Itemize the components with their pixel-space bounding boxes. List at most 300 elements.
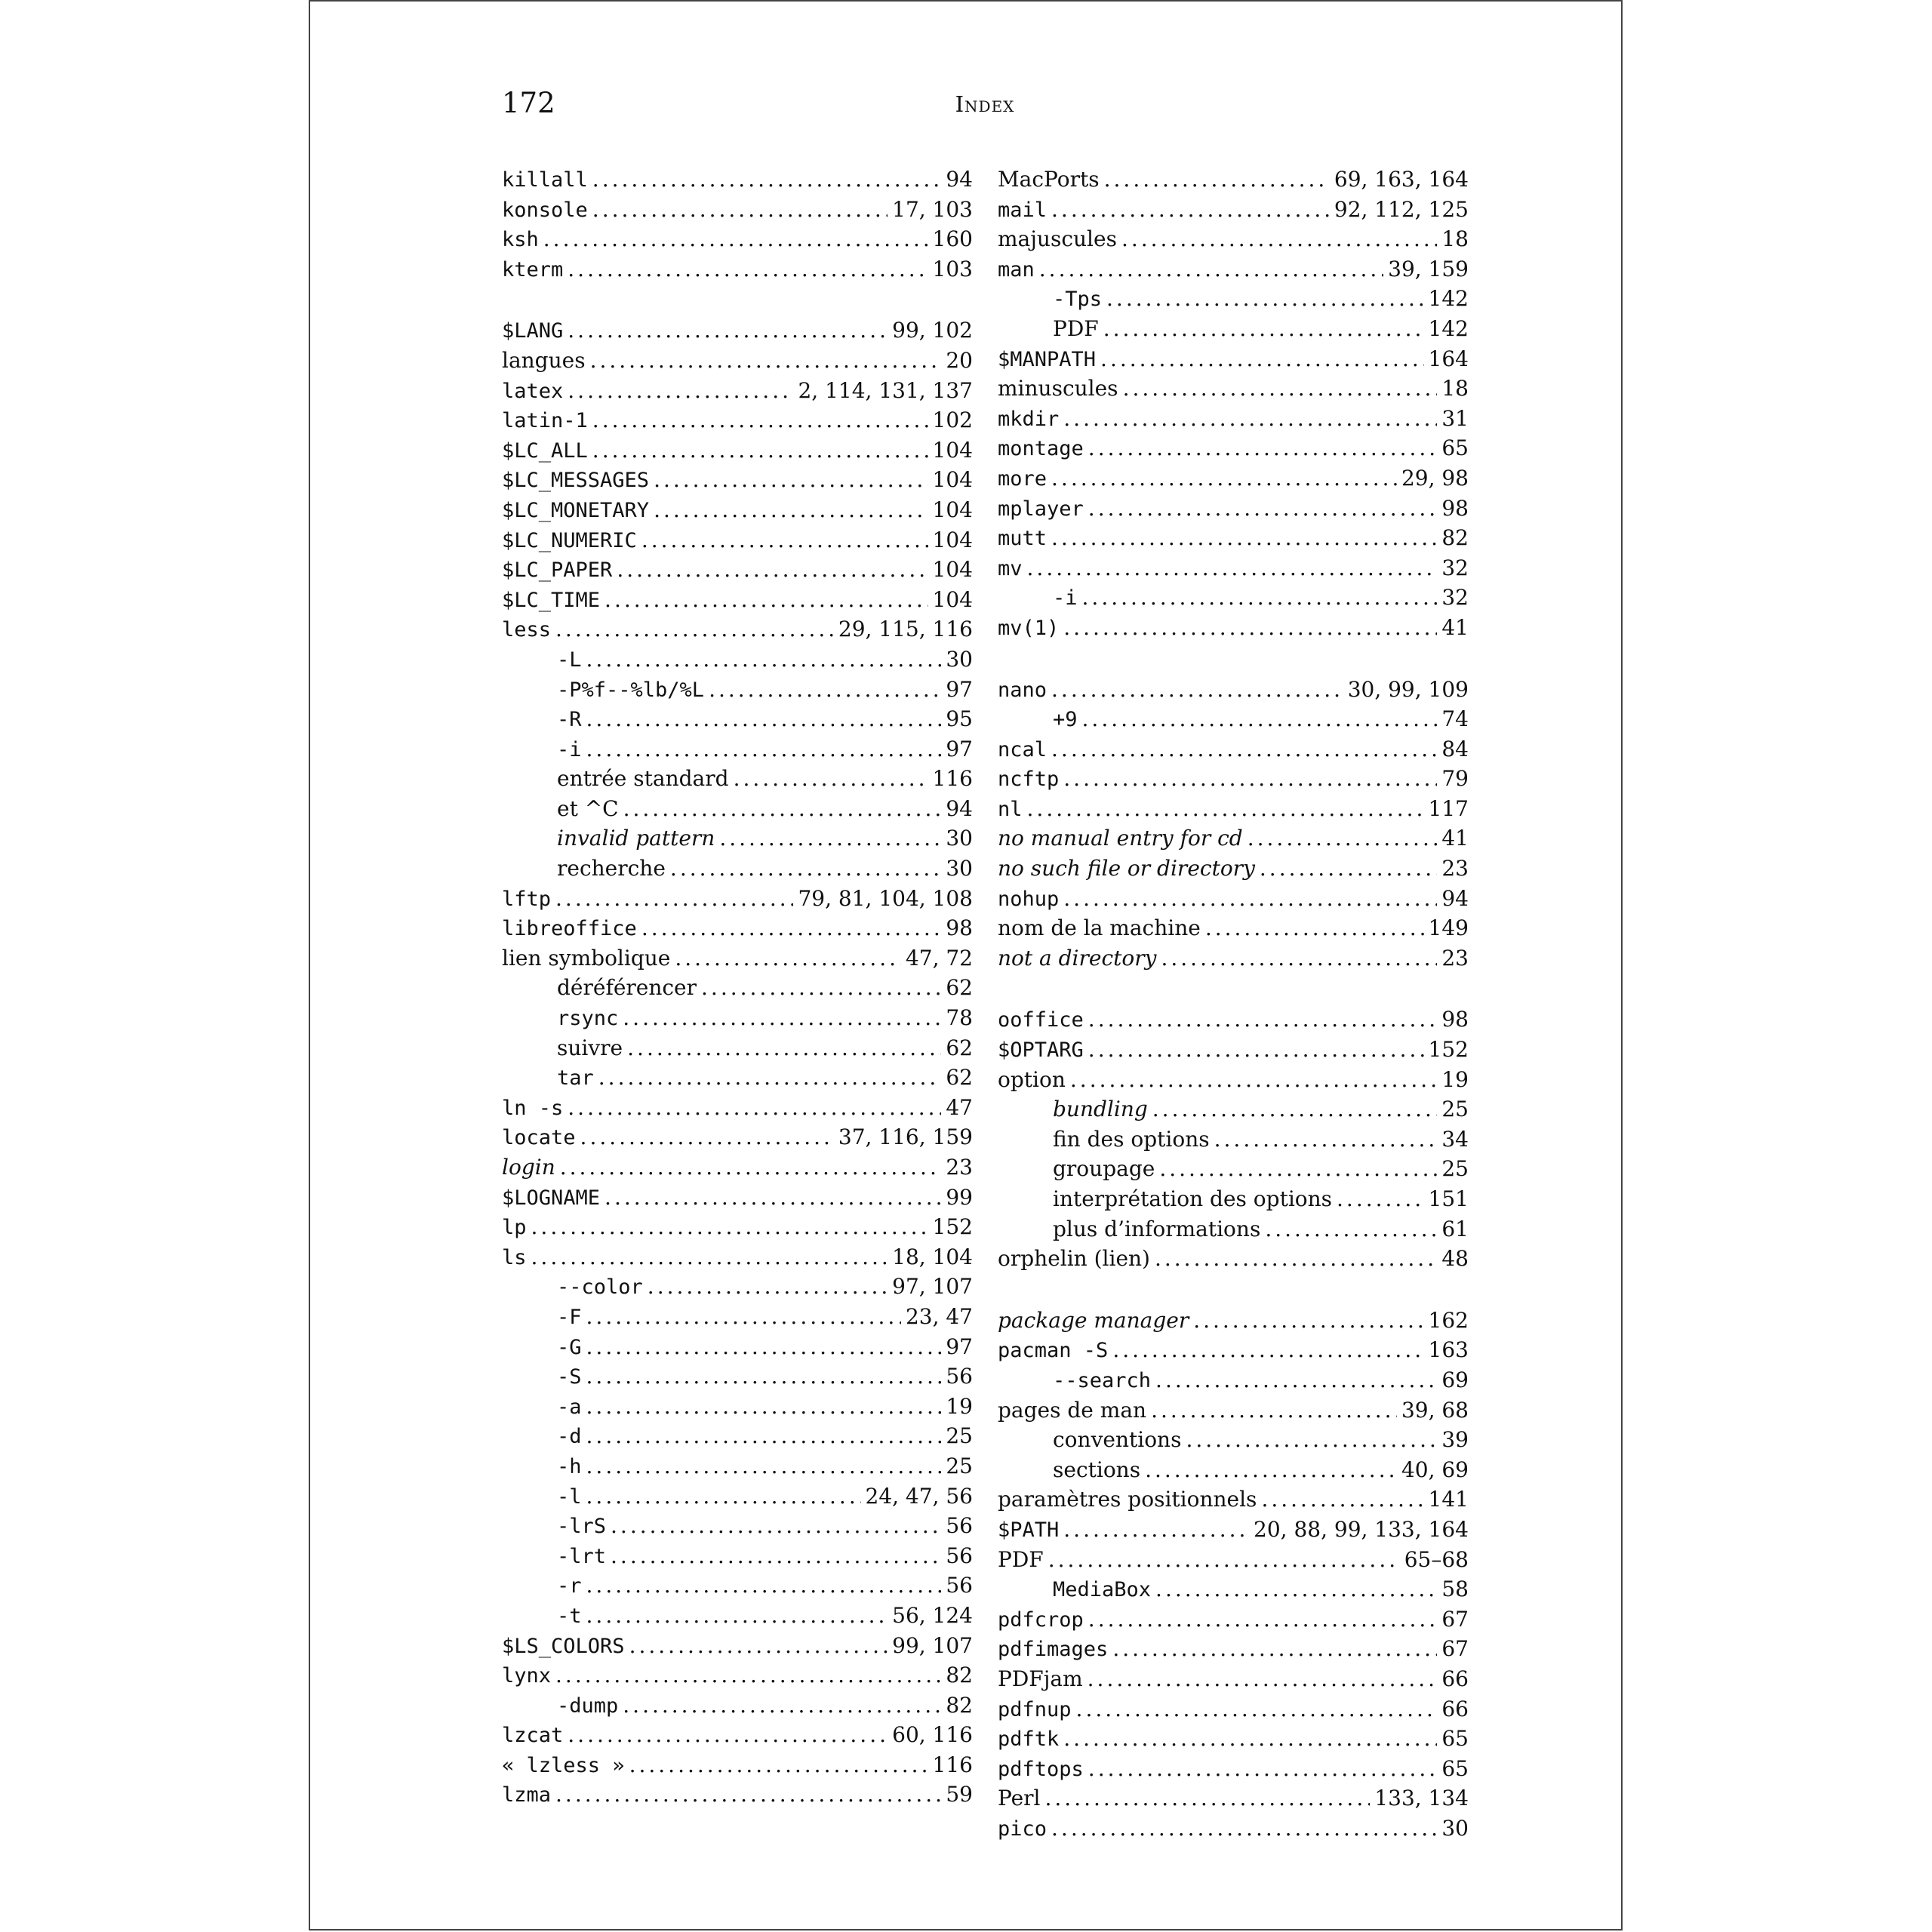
page-references: 60, 116 <box>892 1722 973 1748</box>
index-term: pico <box>998 1817 1048 1841</box>
index-term: -l <box>557 1484 582 1509</box>
index-term: ln -s <box>502 1096 564 1120</box>
index-entry <box>998 1783 1469 1814</box>
index-term: -i <box>1053 586 1078 611</box>
dot-leader <box>629 1631 888 1661</box>
dot-leader <box>586 704 942 734</box>
page-references: 94 <box>1441 885 1469 911</box>
page-references: 23 <box>946 1155 973 1180</box>
page-references: 65 <box>1441 435 1469 461</box>
index-term: montage <box>998 437 1084 461</box>
page-references: 149 <box>1428 915 1469 941</box>
index-entry <box>998 854 1469 884</box>
index-term: ksh <box>502 228 539 252</box>
index-entry <box>502 1660 973 1690</box>
dot-leader <box>531 1212 928 1242</box>
dot-leader <box>1205 913 1424 943</box>
dot-leader <box>1063 1724 1437 1754</box>
dot-leader <box>1051 675 1343 705</box>
index-entry <box>502 555 973 585</box>
index-subentry <box>502 794 973 824</box>
dot-leader <box>623 794 942 824</box>
page-references: 31 <box>1441 405 1469 431</box>
dot-leader <box>1337 1184 1424 1214</box>
dot-leader <box>568 1093 941 1123</box>
dot-leader <box>1104 165 1330 195</box>
dot-leader <box>1193 1306 1423 1336</box>
page-references: 24, 47, 56 <box>865 1483 973 1509</box>
index-term: login <box>502 1155 555 1180</box>
index-subentry <box>502 1361 973 1392</box>
index-entry <box>998 913 1469 943</box>
dot-leader <box>719 823 941 854</box>
index-entry <box>998 1694 1469 1724</box>
index-term: pages de man <box>998 1397 1147 1423</box>
dot-leader <box>1027 553 1438 583</box>
index-term: PDF <box>1053 315 1099 341</box>
page-references: 23, 47 <box>905 1303 973 1329</box>
index-term: -L <box>557 648 582 672</box>
index-entry <box>502 495 973 525</box>
dot-leader <box>1155 1244 1437 1274</box>
index-term: paramètres positionnels <box>998 1487 1257 1512</box>
index-entry <box>998 523 1469 553</box>
index-entry <box>998 613 1469 643</box>
page-references: 19 <box>1441 1066 1469 1092</box>
index-term: « lzless » <box>502 1753 625 1777</box>
page-references: 30, 99, 109 <box>1347 676 1469 702</box>
index-term: no such file or directory <box>998 856 1255 881</box>
dot-leader <box>1151 1395 1397 1426</box>
page-references: 40, 69 <box>1401 1457 1469 1482</box>
page-references: 25 <box>946 1453 973 1478</box>
page-references: 133, 134 <box>1374 1786 1469 1811</box>
dot-leader <box>1261 1484 1423 1515</box>
page-references: 39 <box>1441 1427 1469 1453</box>
page-references: 103 <box>932 256 973 281</box>
dot-leader <box>629 1750 928 1780</box>
page-references: 62 <box>946 975 973 1001</box>
page-references: 94 <box>946 167 973 192</box>
index-term: déréférencer <box>557 975 697 1001</box>
page-references: 29, 98 <box>1401 465 1469 491</box>
index-term: -G <box>557 1335 582 1359</box>
index-term: $LC_ALL <box>502 438 588 463</box>
index-entry <box>998 254 1469 285</box>
dot-leader <box>568 1720 888 1750</box>
index-subentry <box>502 1601 973 1631</box>
index-term: pdftops <box>998 1757 1084 1781</box>
index-entry <box>998 344 1469 374</box>
page-references: 34 <box>1441 1126 1469 1152</box>
page-references: 82 <box>946 1663 973 1688</box>
index-term: man <box>998 257 1035 281</box>
index-entry <box>998 675 1469 705</box>
page-references: 98 <box>1441 1007 1469 1032</box>
page-references: 151 <box>1428 1186 1469 1211</box>
index-subentry <box>502 1332 973 1362</box>
dot-leader <box>641 913 942 943</box>
dot-leader <box>709 675 941 705</box>
dot-leader <box>675 943 901 974</box>
index-term: bundling <box>1053 1097 1148 1122</box>
page-references: 61 <box>1441 1216 1469 1241</box>
page-references: 62 <box>946 1035 973 1060</box>
dot-leader <box>617 555 928 585</box>
page-references: 141 <box>1428 1487 1469 1512</box>
index-term: -R <box>557 708 582 732</box>
index-entry <box>502 525 973 555</box>
page-number: 172 <box>502 87 555 119</box>
page-references: 41 <box>1441 826 1469 851</box>
dot-leader <box>641 525 928 555</box>
dot-leader <box>555 614 834 645</box>
dot-leader <box>1247 823 1438 854</box>
index-term: less <box>502 618 552 642</box>
page-references: 59 <box>946 1782 973 1807</box>
page-references: 152 <box>932 1214 973 1240</box>
dot-leader <box>560 1152 942 1183</box>
page-references: 48 <box>1441 1246 1469 1272</box>
page-references: 65 <box>1441 1726 1469 1752</box>
index-term: konsole <box>502 198 588 222</box>
page-references: 164 <box>1428 346 1469 371</box>
dot-leader <box>1103 314 1424 344</box>
page-references: 99, 107 <box>892 1632 973 1658</box>
dot-leader <box>1159 1154 1437 1184</box>
index-entry <box>502 315 973 346</box>
index-entry <box>502 1720 973 1750</box>
page-references: 82 <box>1441 525 1469 551</box>
index-term: -Tps <box>1053 288 1103 312</box>
index-entry <box>502 254 973 285</box>
index-term: lp <box>502 1216 527 1240</box>
dot-leader <box>1045 1783 1371 1814</box>
index-term: $LC_MONETARY <box>502 498 650 522</box>
dot-leader <box>586 1332 942 1362</box>
index-subentry <box>502 854 973 884</box>
index-term: rsync <box>557 1007 619 1031</box>
page-references: 18 <box>1441 376 1469 401</box>
index-term: kterm <box>502 257 564 281</box>
page-references: 163 <box>1428 1337 1469 1363</box>
index-subentry <box>502 1302 973 1332</box>
dot-leader <box>623 1690 941 1721</box>
index-term: $LC_PAPER <box>502 558 613 583</box>
index-entry <box>998 764 1469 794</box>
index-entry <box>502 1750 973 1780</box>
dot-leader <box>586 1421 942 1451</box>
page-references: 30 <box>946 826 973 851</box>
index-term: ncal <box>998 737 1048 761</box>
index-term: $LOGNAME <box>502 1186 601 1210</box>
dot-leader <box>605 1183 941 1213</box>
dot-leader <box>1076 1694 1438 1724</box>
index-term: Perl <box>998 1786 1041 1811</box>
page-references: 79, 81, 104, 108 <box>798 885 973 911</box>
dot-leader <box>1214 1124 1438 1155</box>
index-term: pdftk <box>998 1727 1060 1752</box>
page-references: 20 <box>946 347 973 373</box>
index-term: mutt <box>998 527 1048 551</box>
page-references: 2, 114, 131, 137 <box>798 377 973 403</box>
dot-leader <box>555 1780 941 1810</box>
index-entry <box>998 823 1469 854</box>
index-term: lynx <box>502 1664 552 1688</box>
dot-leader <box>586 1302 901 1332</box>
dot-leader <box>1088 433 1438 463</box>
dot-leader <box>1161 943 1437 974</box>
index-subentry <box>502 973 973 1003</box>
dot-leader <box>1039 254 1383 285</box>
dot-leader <box>648 1272 888 1302</box>
index-term: latex <box>502 379 564 403</box>
page-references: 104 <box>932 586 973 612</box>
index-term: orphelin (lien) <box>998 1246 1150 1272</box>
dot-leader <box>734 764 928 794</box>
page-references: 66 <box>1441 1696 1469 1721</box>
page-references: 65–68 <box>1404 1546 1469 1572</box>
page-references: 104 <box>932 467 973 493</box>
index-term: ncftp <box>998 768 1060 792</box>
dot-leader <box>592 165 942 195</box>
page-references: 97 <box>946 676 973 702</box>
index-subentry <box>502 675 973 705</box>
index-term: groupage <box>1053 1156 1155 1182</box>
page-references: 152 <box>1428 1037 1469 1063</box>
index-term: nohup <box>998 887 1060 911</box>
index-term: pdfimages <box>998 1638 1109 1662</box>
page-references: 17, 103 <box>892 196 973 222</box>
index-entry <box>502 585 973 615</box>
page-references: 30 <box>946 646 973 672</box>
index-term: -h <box>557 1454 582 1478</box>
index-entry <box>502 1122 973 1152</box>
index-term: ls <box>502 1245 527 1269</box>
dot-leader <box>1051 463 1397 494</box>
index-entry <box>502 943 973 974</box>
index-term: majuscules <box>998 226 1117 252</box>
dot-leader <box>586 1361 942 1392</box>
dot-leader <box>654 495 928 525</box>
index-entry <box>998 884 1469 914</box>
index-term: latin-1 <box>502 409 588 433</box>
index-entry <box>998 1545 1469 1575</box>
index-entry <box>998 734 1469 764</box>
index-term: mkdir <box>998 407 1060 431</box>
index-term: pacman -S <box>998 1339 1109 1363</box>
dot-leader <box>586 1571 942 1601</box>
page-references: 18 <box>1441 226 1469 252</box>
dot-leader <box>555 884 793 914</box>
page-references: 56 <box>946 1364 973 1389</box>
index-entry <box>502 1242 973 1272</box>
page-references: 67 <box>1441 1606 1469 1632</box>
page-references: 56 <box>946 1573 973 1598</box>
page-references: 84 <box>1441 736 1469 761</box>
page-references: 47 <box>946 1094 973 1120</box>
index-term: entrée standard <box>557 766 729 792</box>
index-subentry <box>502 704 973 734</box>
page-references: 104 <box>932 437 973 463</box>
dot-leader <box>586 734 942 764</box>
index-subentry <box>998 1094 1469 1124</box>
index-term: $LANG <box>502 319 564 343</box>
index-term: -lrt <box>557 1544 607 1568</box>
dot-leader <box>670 854 941 884</box>
page-references: 65 <box>1441 1755 1469 1781</box>
index-subentry <box>998 583 1469 613</box>
page-references: 104 <box>932 497 973 522</box>
index-entry <box>502 195 973 225</box>
index-subentry <box>998 1455 1469 1485</box>
index-term: lien symbolique <box>502 945 671 971</box>
index-term: plus d’informations <box>1053 1216 1261 1241</box>
index-entry <box>502 165 973 195</box>
index-entry <box>998 553 1469 583</box>
index-entry <box>502 1780 973 1810</box>
index-term: -lrS <box>557 1515 607 1539</box>
index-entry <box>998 224 1469 254</box>
index-term: lzma <box>502 1783 552 1807</box>
dot-leader <box>1082 583 1438 613</box>
index-term: $LC_TIME <box>502 588 601 612</box>
index-term: -t <box>557 1604 582 1628</box>
index-column-left <box>502 165 973 1810</box>
dot-leader <box>592 435 928 466</box>
index-term: suivre <box>557 1035 623 1060</box>
page-references: 37, 116, 159 <box>838 1124 973 1150</box>
index-term: --color <box>557 1275 643 1300</box>
index-entry <box>998 1065 1469 1095</box>
dot-leader <box>590 346 942 376</box>
index-term: interprétation des options <box>1053 1186 1333 1211</box>
dot-leader <box>580 1122 834 1152</box>
index-entry <box>998 1664 1469 1694</box>
page-references: 20, 88, 99, 133, 164 <box>1254 1516 1469 1542</box>
dot-leader <box>1063 1515 1249 1545</box>
index-entry <box>998 1306 1469 1336</box>
page-references: 56 <box>946 1543 973 1568</box>
index-entry <box>998 1035 1469 1065</box>
index-subentry <box>998 1365 1469 1395</box>
dot-leader <box>543 224 928 254</box>
dot-leader <box>1152 1094 1438 1124</box>
page-references: 23 <box>1441 856 1469 881</box>
page-references: 66 <box>1441 1666 1469 1691</box>
dot-leader <box>1048 1545 1400 1575</box>
page-references: 69, 163, 164 <box>1334 167 1469 192</box>
dot-leader <box>611 1511 941 1541</box>
index-subentry <box>998 704 1469 734</box>
index-term: mail <box>998 198 1048 222</box>
index-term: fin des options <box>1053 1126 1210 1152</box>
page-references: 97 <box>946 1334 973 1359</box>
index-subentry <box>998 314 1469 344</box>
dot-leader <box>531 1242 888 1272</box>
dot-leader <box>1112 1335 1423 1365</box>
index-subentry <box>998 1154 1469 1184</box>
index-term: more <box>998 466 1048 491</box>
index-entry <box>998 1335 1469 1365</box>
index-subentry <box>998 284 1469 314</box>
index-subentry <box>998 1425 1469 1455</box>
index-term: option <box>998 1066 1066 1092</box>
index-entry <box>998 165 1469 195</box>
index-entry <box>998 1395 1469 1426</box>
page-references: 30 <box>946 856 973 881</box>
dot-leader <box>1063 613 1437 643</box>
index-entry <box>502 913 973 943</box>
index-entry <box>998 195 1469 225</box>
index-subentry <box>502 1421 973 1451</box>
index-entry <box>998 1634 1469 1664</box>
page-references: 162 <box>1428 1307 1469 1333</box>
index-term: ooffice <box>998 1008 1084 1032</box>
index-term: nano <box>998 678 1048 702</box>
dot-leader <box>611 1541 941 1571</box>
index-term: -S <box>557 1365 582 1389</box>
index-subentry <box>502 823 973 854</box>
dot-leader <box>1088 1664 1438 1694</box>
index-term: $LC_NUMERIC <box>502 528 637 552</box>
dot-leader <box>1088 1604 1438 1635</box>
index-term: tar <box>557 1066 594 1091</box>
page-references: 32 <box>1441 555 1469 580</box>
dot-leader <box>654 465 928 495</box>
page-references: 116 <box>932 1752 973 1777</box>
dot-leader <box>1088 494 1438 524</box>
page-references: 19 <box>946 1393 973 1419</box>
index-entry <box>998 1814 1469 1844</box>
dot-leader <box>1106 284 1424 314</box>
index-term: PDF <box>998 1546 1044 1572</box>
index-term: $LC_MESSAGES <box>502 469 650 493</box>
index-term: -d <box>557 1425 582 1449</box>
index-subentry <box>998 1574 1469 1604</box>
dot-leader <box>1082 704 1438 734</box>
dot-leader <box>1088 1035 1424 1065</box>
index-entry <box>998 1754 1469 1784</box>
dot-leader <box>1051 1814 1437 1844</box>
page-references: 99 <box>946 1184 973 1210</box>
dot-leader <box>586 1392 942 1422</box>
index-term: pdfcrop <box>998 1607 1084 1632</box>
index-entry <box>502 346 973 376</box>
dot-leader <box>586 1481 861 1512</box>
index-entry <box>998 1724 1469 1754</box>
dot-leader <box>1088 1754 1438 1784</box>
index-entry <box>502 405 973 435</box>
dot-leader <box>592 405 928 435</box>
index-entry <box>502 1631 973 1661</box>
index-subentry <box>502 1481 973 1512</box>
dot-leader <box>1051 523 1437 553</box>
index-subentry <box>998 1124 1469 1155</box>
page-references: 39, 159 <box>1388 256 1469 281</box>
index-subentry <box>502 1571 973 1601</box>
dot-leader <box>1027 794 1424 824</box>
page-references: 78 <box>946 1005 973 1031</box>
dot-leader <box>1070 1065 1437 1095</box>
index-term: $LS_COLORS <box>502 1634 625 1658</box>
dot-leader <box>568 315 888 346</box>
index-term: libreoffice <box>502 917 637 941</box>
index-entry <box>502 435 973 466</box>
page-references: 25 <box>946 1423 973 1449</box>
index-term: locate <box>502 1126 576 1150</box>
dot-leader <box>586 1601 888 1631</box>
